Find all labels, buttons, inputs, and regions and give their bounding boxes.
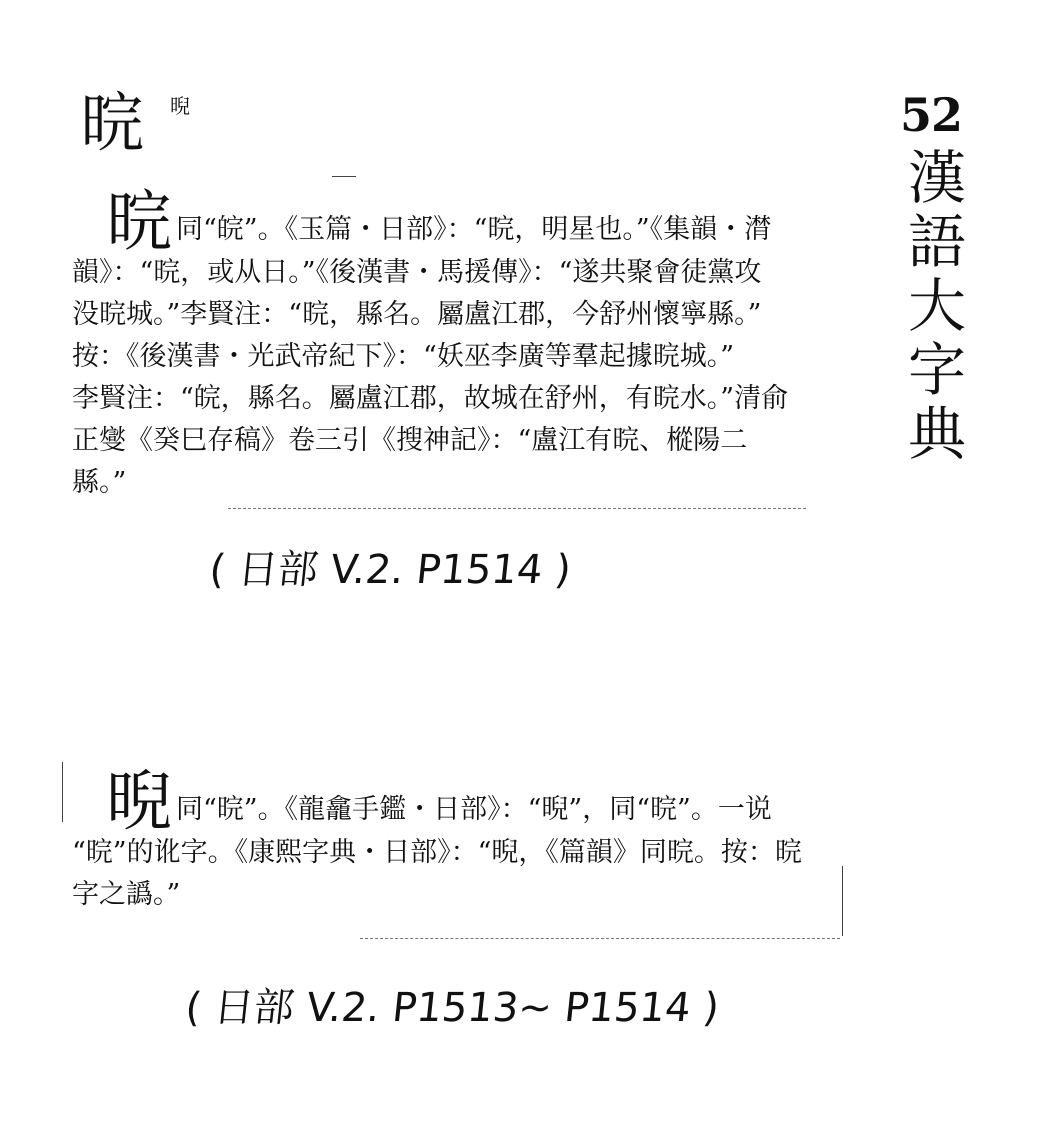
header-short-rule: [332, 176, 356, 177]
header-main-char: 晥: [80, 87, 144, 161]
entry-line: 縣。”: [72, 467, 127, 498]
entry-head-char: 晲: [106, 763, 172, 840]
entry-line: 李賢注：“皖，縣名。屬盧江郡，故城在舒州，有晥水。”清俞: [72, 383, 789, 414]
entry-2-left-bar: [62, 762, 63, 822]
entry-line: [72, 763, 842, 840]
entry-line: [72, 183, 842, 260]
title-char: 漢: [907, 144, 966, 212]
entry-1: [72, 183, 842, 504]
handwritten-note-2: ( 日部 V.2. P1513~ P1514 ): [183, 985, 722, 1031]
entry-line-text: 同“皖”。《玉篇・日部》：“晥，明星也。”《集韻・潸: [176, 214, 772, 245]
entry-2-bottom-rule: [360, 938, 840, 939]
entry-line: “晥”的讹字。《康熙字典・日部》：“晲，《篇韻》同晥。按：晥: [72, 837, 802, 868]
entry-head-char: 晥: [106, 183, 172, 260]
handwritten-note-1: ( 日部 V.2. P1514 ): [207, 547, 574, 593]
entry-line: 韻》：“晥，或从日。”《後漢書・馬援傳》：“遂共聚會徒黨攻: [72, 257, 762, 288]
header-variant-char: 晲: [170, 94, 190, 118]
dictionary-title: [902, 146, 972, 466]
entry-line-text: 同“晥”。《龍龕手鑑・日部》：“晲”，同“晥”。一说: [176, 794, 772, 825]
title-char: 語: [907, 208, 966, 276]
page-number: 52: [900, 88, 963, 142]
entry-line: 字之譌。”: [72, 879, 181, 910]
title-char: 字: [907, 336, 966, 404]
entry-1-bottom-rule: [228, 508, 806, 509]
entry-2: [72, 763, 842, 916]
entry-2-right-bar: [842, 866, 843, 936]
title-char: 大: [907, 272, 966, 340]
entry-line: 按：《後漢書・光武帝紀下》：“妖巫李廣等羣起據晥城。”: [72, 341, 735, 372]
title-char: 典: [907, 400, 966, 468]
entry-line: 正燮《癸巳存稿》卷三引《搜神記》：“盧江有晥、樅陽二: [72, 425, 748, 456]
entry-line: 没晥城。”李賢注：“晥，縣名。屬盧江郡，今舒州懷寧縣。”: [72, 299, 762, 330]
